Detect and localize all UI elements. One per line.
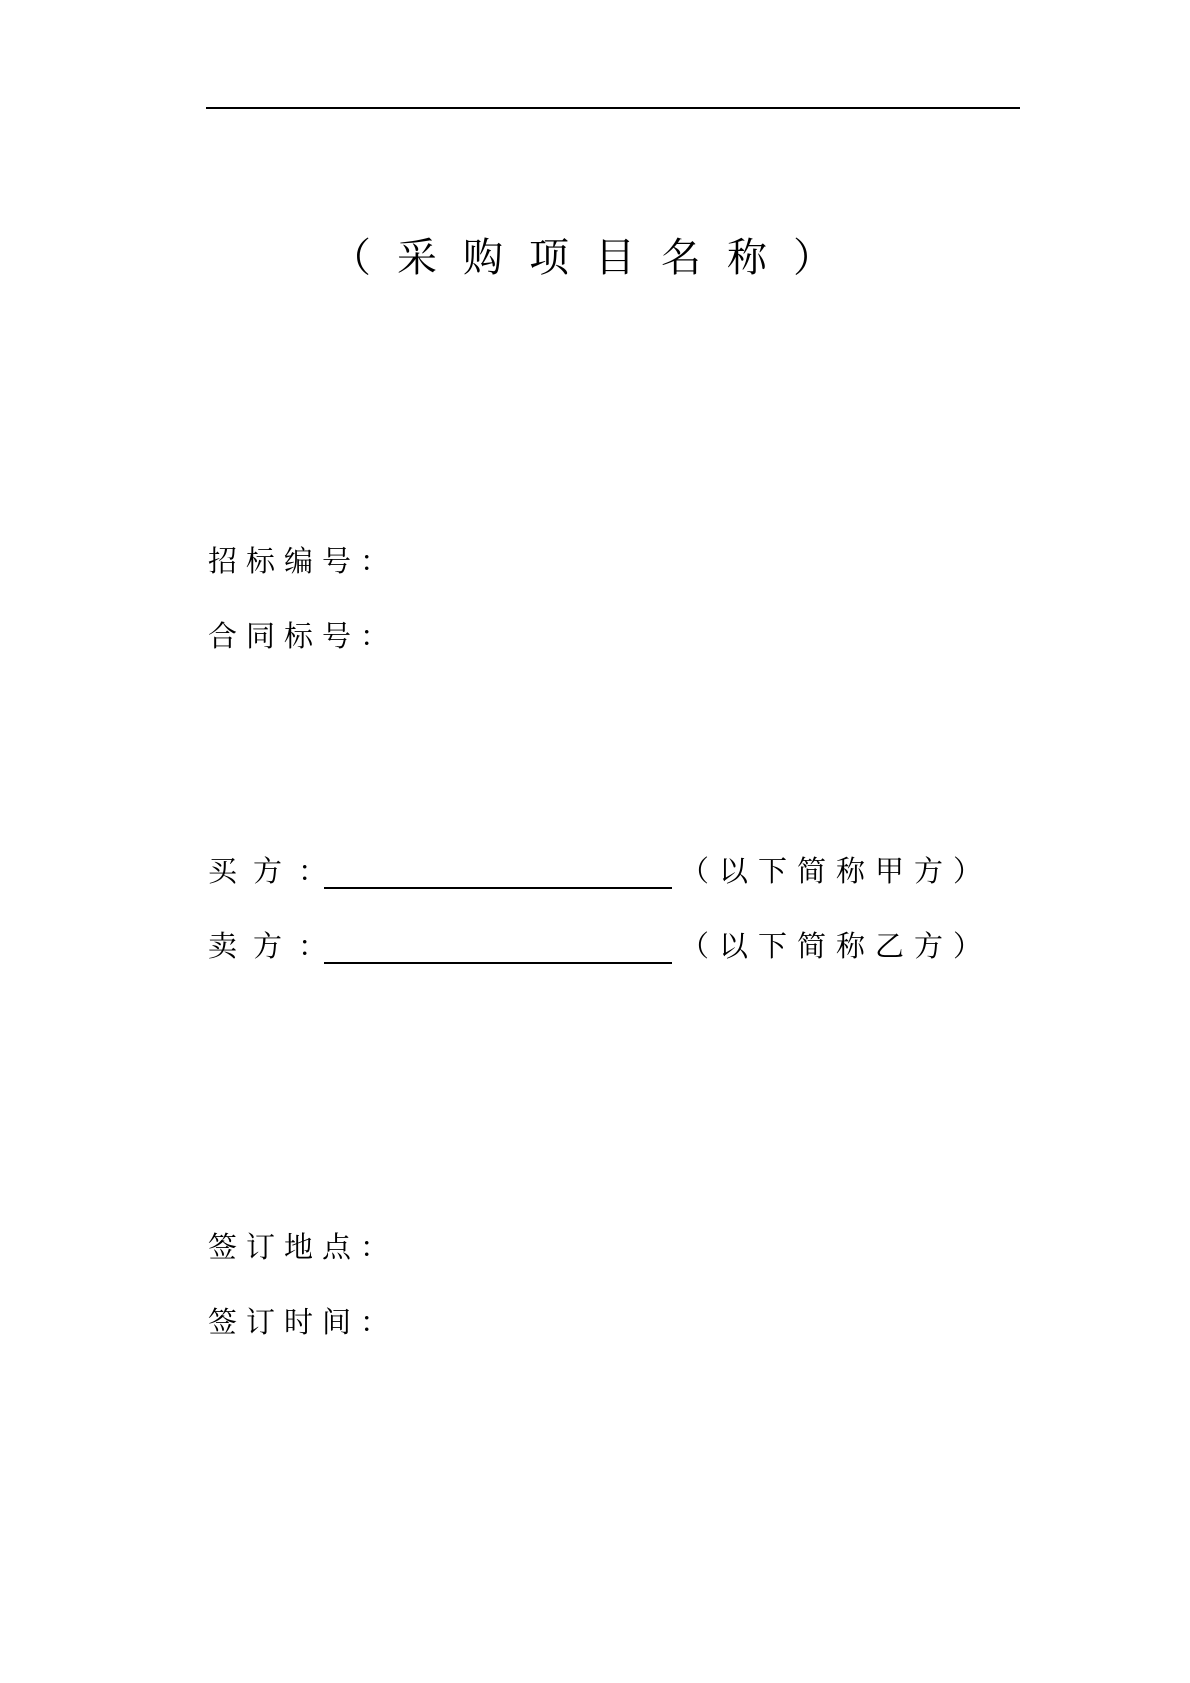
seller-note: （以下简称乙方） <box>680 929 993 963</box>
seller-label: 卖方： <box>208 929 344 963</box>
buyer-name-blank[interactable] <box>324 887 672 889</box>
seller-name-blank[interactable] <box>324 962 672 964</box>
buyer-label: 买方： <box>208 854 344 888</box>
signing-time-label: 签订时间： <box>208 1305 399 1339</box>
bid-number-label: 招标编号： <box>208 544 399 578</box>
buyer-note: （以下简称甲方） <box>680 854 993 888</box>
document-title: （采购项目名称） <box>331 235 859 281</box>
contract-number-label: 合同标号： <box>208 619 399 653</box>
header-rule <box>206 107 1020 109</box>
signing-place-label: 签订地点： <box>208 1230 399 1264</box>
